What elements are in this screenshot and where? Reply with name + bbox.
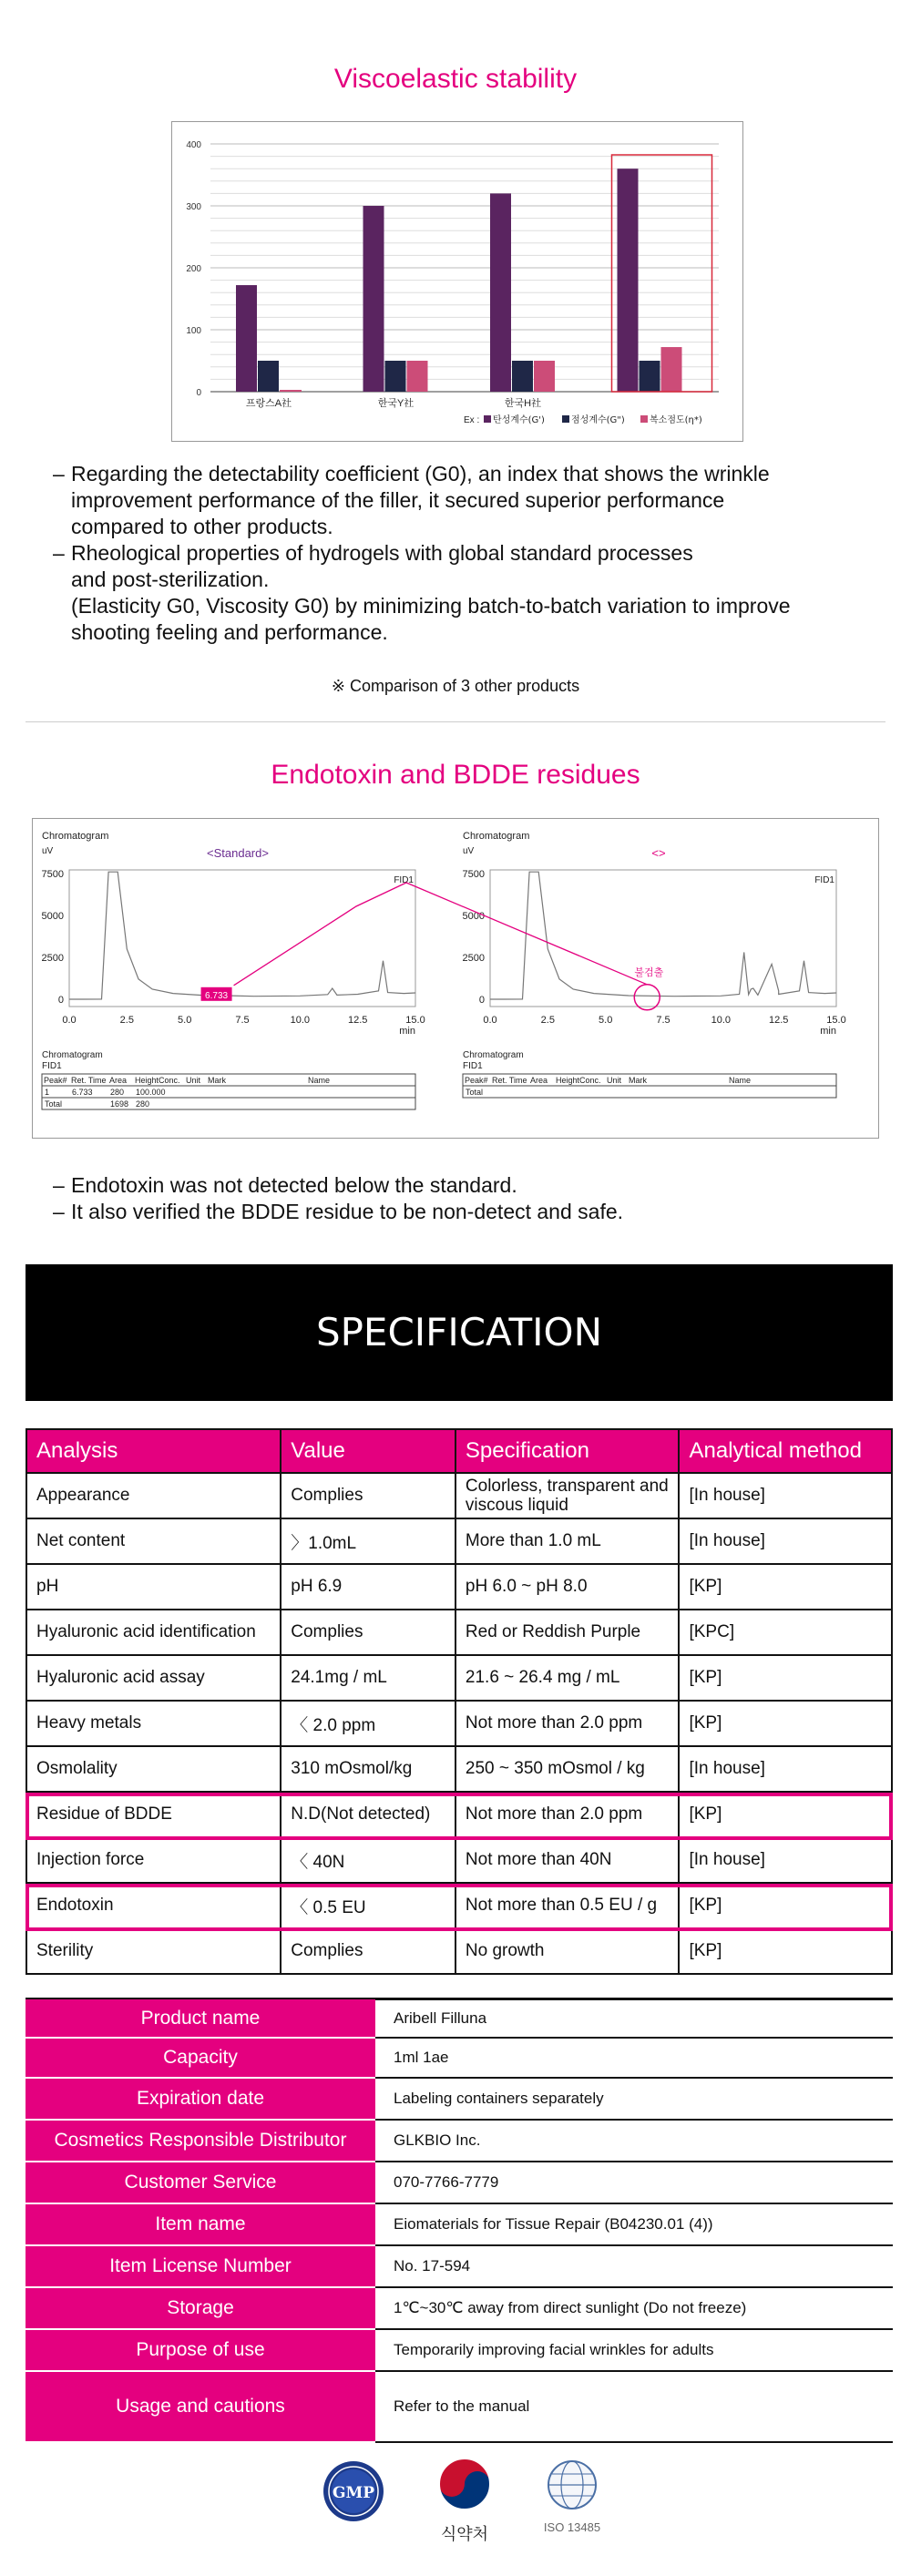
info-row [26, 2371, 893, 2442]
y-tick-label: 0 [478, 995, 485, 1006]
plot-frame [69, 870, 415, 1007]
viscoelastic-chart-svg [172, 122, 744, 443]
table-header-cell: Mark [208, 1076, 226, 1085]
info-value: Temporarily improving facial wrinkles for adults [375, 2329, 893, 2371]
chromatogram-label: Chromatogram [42, 831, 109, 842]
category-label: 프랑스A社 [245, 398, 292, 409]
table-header-cell: Name [308, 1076, 331, 1085]
spec-row [26, 1564, 892, 1610]
spec-cell: pH 6.9 [281, 1564, 456, 1610]
bar [661, 347, 682, 392]
y-tick-label: 5000 [462, 911, 485, 922]
spec-header-cell: Specification [456, 1429, 680, 1473]
legend-swatch [640, 415, 648, 423]
spec-cell: 24.1mg / mL [281, 1655, 456, 1701]
spec-cell: [In house] [679, 1473, 892, 1518]
legend-label: 점성계수(G") [571, 415, 625, 425]
viscoelastic-bullets [53, 461, 873, 646]
y-tick-label: 400 [186, 140, 201, 150]
bullet-line: – Regarding the detectability coefficient (G0), an index that shows the wrinkle [53, 461, 873, 487]
info-value: 1℃~30℃ away from direct sunlight (Do not freeze) [375, 2287, 893, 2329]
bar [258, 361, 279, 392]
chromatogram-svg [33, 819, 880, 1140]
spec-cell: 310 mOsmol/kg [281, 1746, 456, 1792]
svg-text:GMP: GMP [332, 2484, 375, 2502]
spec-row [26, 1701, 892, 1746]
spec-cell: Sterility [26, 1928, 281, 1974]
spec-cell: 〉1.0mL [281, 1518, 456, 1564]
bullet-line: compared to other products. [71, 515, 333, 538]
spec-cell: Colorless, transparent and viscous liquid [456, 1473, 680, 1518]
table-header-cell: Conc. [579, 1076, 601, 1085]
table-header-cell: Conc. [159, 1076, 180, 1085]
iso-globe-icon [545, 2458, 599, 2512]
spec-header-cell: Value [281, 1429, 456, 1473]
table-header-cell: Area [109, 1076, 128, 1085]
table-cell: 1698 [110, 1099, 129, 1109]
spec-cell: [KP] [679, 1701, 892, 1746]
info-row [26, 2038, 893, 2078]
bar [236, 285, 257, 392]
x-unit-label: min [399, 1026, 415, 1037]
spec-row [26, 1792, 892, 1837]
x-tick-label: 0.0 [62, 1015, 77, 1026]
info-row [26, 2120, 893, 2162]
table-cell: 1 [45, 1088, 50, 1097]
legend-label: 복소점도(η*) [650, 415, 702, 425]
x-tick-label: 7.5 [656, 1015, 670, 1026]
info-value: No. 17-594 [375, 2245, 893, 2287]
spec-row [26, 1928, 892, 1974]
bar [407, 361, 428, 392]
endotoxin-bullets [53, 1172, 873, 1225]
gmp-seal-icon [322, 2459, 385, 2523]
info-value: Refer to the manual [375, 2371, 893, 2442]
table-title: Chromatogram [42, 1050, 103, 1060]
iso-logo [536, 2458, 609, 2534]
chromatogram-panel [32, 818, 879, 1139]
x-tick-label: 0.0 [483, 1015, 497, 1026]
endotoxin-title: Endotoxin and BDDE residues [271, 760, 640, 790]
bar [363, 206, 384, 392]
spec-cell: Not more than 0.5 EU / g [456, 1883, 680, 1928]
spec-row [26, 1883, 892, 1928]
y-tick-label: 0 [57, 995, 64, 1006]
spec-cell: [In house] [679, 1837, 892, 1883]
chromatogram-trace [490, 872, 836, 999]
viscoelastic-chart [171, 121, 743, 442]
table-channel: FID1 [463, 1061, 483, 1071]
info-key: Capacity [26, 2038, 375, 2078]
table-header-cell: Area [530, 1076, 548, 1085]
table-cell: 280 [136, 1099, 150, 1109]
info-row [26, 2203, 893, 2245]
spec-cell: Complies [281, 1928, 456, 1974]
spec-cell: Not more than 2.0 ppm [456, 1701, 680, 1746]
spec-cell: [KP] [679, 1564, 892, 1610]
x-tick-label: 12.5 [768, 1015, 789, 1026]
spec-cell: Complies [281, 1473, 456, 1518]
legend-label: 탄성계수(G') [493, 415, 545, 425]
info-value: 070-7766-7779 [375, 2162, 893, 2203]
table-cell: 280 [110, 1088, 125, 1097]
x-tick-label: 2.5 [119, 1015, 134, 1026]
section-divider [26, 721, 885, 722]
connector-line [234, 883, 648, 986]
info-value: Aribell Filluna [375, 1999, 893, 2038]
legend-prefix: Ex : [464, 415, 480, 425]
unit-label: uV [42, 846, 54, 856]
bar [618, 169, 639, 392]
mfds-caption: 식약처 [440, 2525, 489, 2543]
bullet-line: improvement performance of the filler, it secured superior performance [71, 488, 725, 512]
bullet-line: shooting feeling and performance. [71, 620, 388, 644]
x-tick-label: 10.0 [711, 1015, 732, 1026]
info-row [26, 2162, 893, 2203]
info-key: Storage [26, 2287, 375, 2329]
spec-cell: Red or Reddish Purple [456, 1610, 680, 1655]
y-tick-label: 0 [196, 388, 201, 398]
x-tick-label: 15.0 [405, 1015, 425, 1026]
info-key: Customer Service [26, 2162, 375, 2203]
gmp-logo [317, 2459, 390, 2528]
spec-header-cell: Analytical method [679, 1429, 892, 1473]
bar [385, 361, 406, 392]
spec-cell: Hyaluronic acid assay [26, 1655, 281, 1701]
mfds-logo [428, 2455, 501, 2545]
table-header-cell: Ret. Time [492, 1076, 527, 1085]
info-value: GLKBIO Inc. [375, 2120, 893, 2162]
spec-cell: 〈 0.5 EU [281, 1883, 456, 1928]
channel-label: FID1 [814, 875, 834, 885]
table-header-cell: Name [729, 1076, 752, 1085]
bar [512, 361, 533, 392]
table-channel: FID1 [42, 1061, 62, 1071]
spec-cell: Appearance [26, 1473, 281, 1518]
spec-cell: Osmolality [26, 1746, 281, 1792]
taegeuk-icon [435, 2455, 494, 2513]
spec-cell: Residue of BDDE [26, 1792, 281, 1837]
spec-cell: N.D(Not detected) [281, 1792, 456, 1837]
spec-header-row [26, 1429, 892, 1473]
info-row [26, 1999, 893, 2038]
info-row [26, 2078, 893, 2120]
bar [640, 361, 660, 392]
spec-cell: [KP] [679, 1792, 892, 1837]
spec-row [26, 1518, 892, 1564]
peak-label: 6.733 [205, 990, 229, 1001]
spec-row [26, 1746, 892, 1792]
category-label: 한국H社 [504, 398, 542, 409]
iso-caption: ISO 13485 [543, 2520, 601, 2534]
unit-label: uV [463, 846, 475, 856]
info-value: Eiomaterials for Tissue Repair (B04230.01 (4)) [375, 2203, 893, 2245]
spec-cell: 21.6 ~ 26.4 mg / mL [456, 1655, 680, 1701]
info-key: Item name [26, 2203, 375, 2245]
specification-table [26, 1428, 893, 1975]
x-tick-label: 5.0 [599, 1015, 613, 1026]
bar [534, 361, 555, 392]
x-tick-label: 15.0 [826, 1015, 846, 1026]
y-tick-label: 300 [186, 202, 201, 212]
spec-cell: 〈 40N [281, 1837, 456, 1883]
y-tick-label: 200 [186, 264, 201, 274]
info-key: Cosmetics Responsible Distributor [26, 2120, 375, 2162]
y-tick-label: 100 [186, 326, 201, 336]
info-key: Product name [26, 1999, 375, 2038]
table-header-cell: Height [135, 1076, 159, 1085]
bullet-line: – Rheological properties of hydrogels with global standard processes [53, 540, 873, 567]
spec-row [26, 1473, 892, 1518]
info-row [26, 2287, 893, 2329]
spec-row [26, 1655, 892, 1701]
spec-cell: Endotoxin [26, 1883, 281, 1928]
legend-swatch [562, 415, 569, 423]
table-cell: Total [45, 1099, 63, 1109]
info-value: Labeling containers separately [375, 2078, 893, 2120]
spec-row [26, 1837, 892, 1883]
bullet-line: and post-sterilization. [71, 567, 270, 591]
spec-cell: [KP] [679, 1928, 892, 1974]
table-header-cell: Mark [629, 1076, 647, 1085]
bullet-line: – Endotoxin was not detected below the standard. [53, 1172, 873, 1199]
spec-cell: No growth [456, 1928, 680, 1974]
product-info-table [26, 1999, 893, 2443]
chromatogram-heading: <Standard> [207, 846, 269, 860]
viscoelastic-title: Viscoelastic stability [333, 64, 578, 94]
table-cell: 6.733 [72, 1088, 93, 1097]
spec-cell: [KPC] [679, 1610, 892, 1655]
y-tick-label: 7500 [41, 869, 64, 880]
nd-annotation: 불검출 [634, 966, 664, 978]
spec-cell: [In house] [679, 1518, 892, 1564]
chromatogram-heading: <> [651, 846, 666, 860]
table-header-cell: Unit [186, 1076, 201, 1085]
y-tick-label: 2500 [41, 953, 64, 964]
spec-cell: Net content [26, 1518, 281, 1564]
table-header-cell: Unit [607, 1076, 622, 1085]
spec-cell: Not more than 2.0 ppm [456, 1792, 680, 1837]
y-tick-label: 7500 [462, 869, 485, 880]
info-value: 1ml 1ae [375, 2038, 893, 2078]
x-tick-label: 10.0 [290, 1015, 311, 1026]
y-tick-label: 5000 [41, 911, 64, 922]
spec-cell: pH 6.0 ~ pH 8.0 [456, 1564, 680, 1610]
bullet-line: – It also verified the BDDE residue to be non-detect and safe. [53, 1199, 873, 1225]
legend-swatch [484, 415, 491, 423]
x-tick-label: 5.0 [178, 1015, 192, 1026]
chromatogram-label: Chromatogram [463, 831, 530, 842]
x-tick-label: 2.5 [540, 1015, 555, 1026]
table-title: Chromatogram [463, 1050, 524, 1060]
bar [490, 193, 511, 392]
spec-header-cell: Analysis [26, 1429, 281, 1473]
spec-cell: 〈 2.0 ppm [281, 1701, 456, 1746]
specification-banner: SPECIFICATION [26, 1264, 893, 1401]
spec-cell: [In house] [679, 1746, 892, 1792]
spec-row [26, 1610, 892, 1655]
comparison-note: ※ Comparison of 3 other products [331, 677, 580, 695]
plot-frame [490, 870, 836, 1007]
spec-cell: Heavy metals [26, 1701, 281, 1746]
y-tick-label: 2500 [462, 953, 485, 964]
info-row [26, 2329, 893, 2371]
table-header-cell: Ret. Time [71, 1076, 107, 1085]
spec-cell: [KP] [679, 1883, 892, 1928]
spec-cell: Injection force [26, 1837, 281, 1883]
table-header-cell: Peak# [44, 1076, 67, 1085]
spec-cell: [KP] [679, 1655, 892, 1701]
spec-cell: 250 ~ 350 mOsmol / kg [456, 1746, 680, 1792]
info-key: Item License Number [26, 2245, 375, 2287]
table-header-cell: Height [556, 1076, 580, 1085]
category-label: 한국Y社 [377, 398, 415, 409]
x-unit-label: min [820, 1026, 836, 1037]
table-cell: Total [466, 1088, 484, 1097]
info-key: Purpose of use [26, 2329, 375, 2371]
info-key: Usage and cautions [26, 2371, 375, 2442]
x-tick-label: 7.5 [235, 1015, 250, 1026]
spec-cell: Not more than 40N [456, 1837, 680, 1883]
bullet-line: (Elasticity G0, Viscosity G0) by minimizing batch-to-batch variation to improve [71, 594, 791, 618]
spec-cell: pH [26, 1564, 281, 1610]
spec-cell: More than 1.0 mL [456, 1518, 680, 1564]
info-key: Expiration date [26, 2078, 375, 2120]
channel-label: FID1 [394, 875, 414, 885]
spec-cell: Hyaluronic acid identification [26, 1610, 281, 1655]
spec-cell: Complies [281, 1610, 456, 1655]
table-cell: 100.000 [136, 1088, 166, 1097]
x-tick-label: 12.5 [347, 1015, 368, 1026]
info-row [26, 2245, 893, 2287]
table-header-cell: Peak# [465, 1076, 488, 1085]
